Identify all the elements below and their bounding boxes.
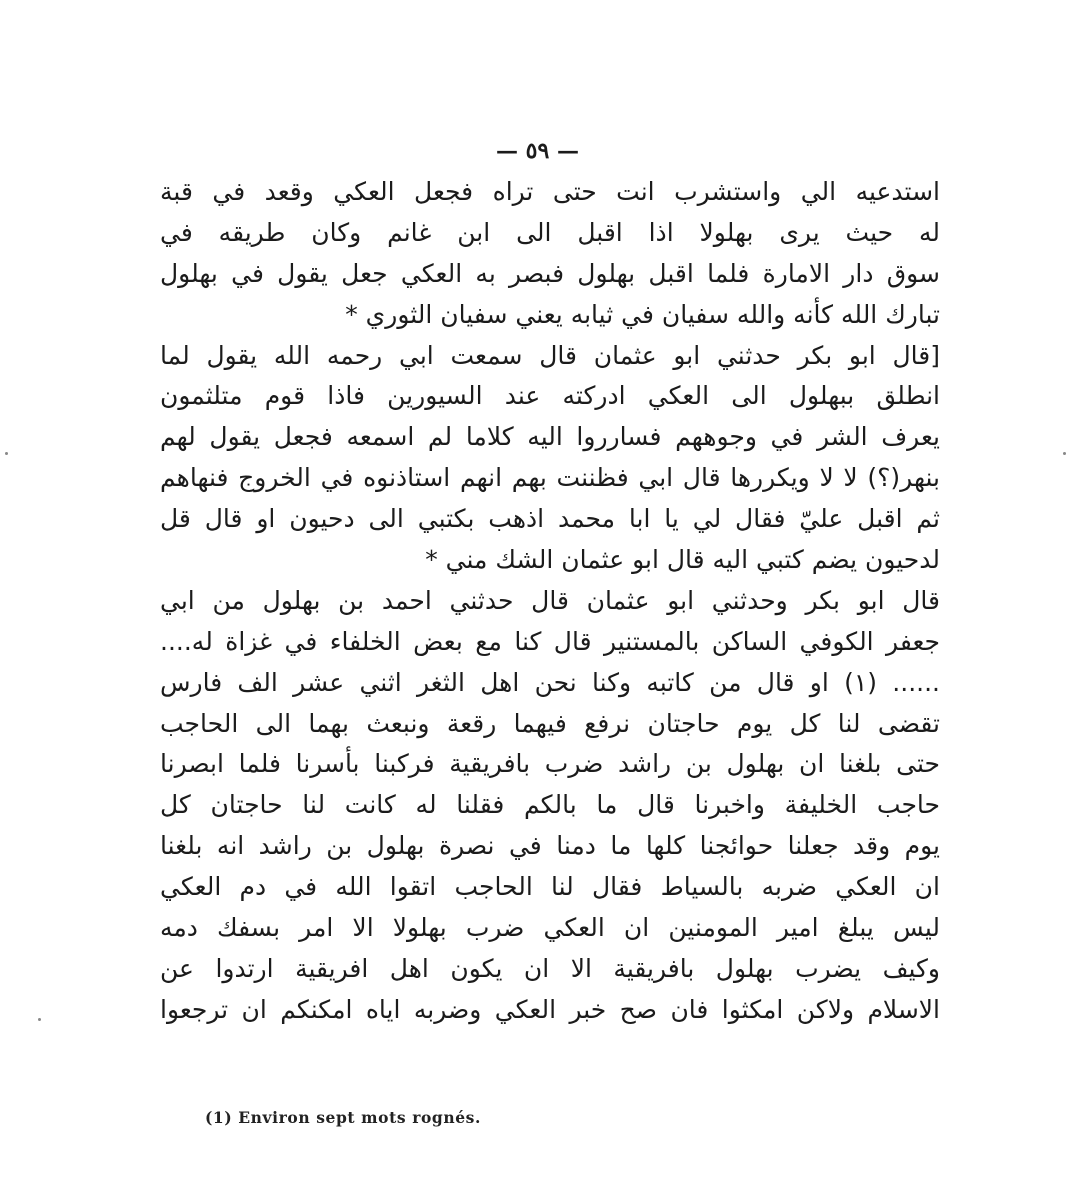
scan-speck: [5, 452, 8, 455]
text-line-11: قال ابو بكر وحدثني ابو عثمان قال حدثني احمد بن بهلول من ابي: [160, 585, 940, 615]
text-line-20: وكيف يضرب بهلول بافريقية الا ان يكون اهل افريقية ارتدوا عن: [160, 953, 940, 983]
text-line-3: سوق دار الامارة فلما اقبل بهلول فبصر به العكي جعل يقول في بهلول: [160, 258, 940, 288]
text-line-17: يوم وقد جعلنا حوائجنا كلها ما دمنا في نصرة بهلول بن راشد انه بلغنا: [160, 831, 940, 861]
text-line-16: حاجب الخليفة واخبرنا قال ما بالكم فقلنا له كانت لنا حاجتان كل: [160, 790, 940, 820]
text-line-6: انطلق ببهلول الى العكي ادركته عند السيورين فاذا قوم متلثمون: [160, 381, 940, 411]
text-line-5: [قال ابو بكر حدثني ابو عثمان قال سمعت ابي رحمه الله يقول لما: [160, 340, 940, 370]
text-line-15: حتى بلغنا ان بهلول بن راشد ضرب بافريقية فركبنا بأسرنا فلما ابصرنا: [160, 749, 940, 779]
text-line-2: له حيث يرى بهلولا اذا اقبل الى ابن غانم وكان طريقه في: [160, 217, 940, 247]
footnote: (1) Environ sept mots rognés.: [205, 1108, 481, 1127]
scan-speck: [38, 1018, 41, 1021]
page-number: — ٥٩ —: [496, 138, 579, 164]
scan-speck: [1063, 452, 1066, 455]
text-line-19: ليس يبلغ امير المومنين ان العكي ضرب بهلولا الا امر بسفك دمه: [160, 913, 940, 943]
text-line-12: جعفر الكوفي الساكن بالمستنير قال كنا مع بعض الخلفاء في غزاة له....: [160, 626, 940, 656]
text-line-9: ثم اقبل عليّ فقال لي يا ابا محمد اذهب بكتبي الى دحيون او قال قل: [160, 504, 940, 534]
text-line-1: استدعيه الي واستشرب انت حتى تراه فجعل العكي وقعد في قبة: [160, 177, 940, 206]
text-line-21: الاسلام ولاكن امكثوا فان صح خبر العكي وضربه اياه امكنكم ان ترجعوا: [160, 994, 940, 1024]
arabic-text-block: [160, 172, 940, 1031]
text-line-10: لدحيون يضم كتبي اليه قال ابو عثمان الشك مني *: [425, 545, 940, 575]
text-line-8: بنهر(؟) لا لا ويكررها قال ابي فظننت بهم انهم استاذنوه في الخروج فنهاهم: [160, 463, 940, 493]
text-line-7: يعرف الشر في وجوههم فسارروا اليه كلاما لم اسمعه فجعل يقول لهم: [160, 422, 940, 452]
text-line-13: ...... (١) او قال من كاتبه وكنا نحن اهل الثغر اثني عشر الف فارس: [160, 667, 940, 697]
text-line-14: تقضى لنا كل يوم حاجتان نرفع فيهما رقعة ونبعث بهما الى الحاجب: [160, 708, 940, 738]
text-line-18: ان العكي ضربه بالسياط فقال لنا الحاجب اتقوا الله في دم العكي: [160, 872, 940, 902]
text-line-4: تبارك الله كأنه والله سفيان في ثيابه يعني سفيان الثوري *: [345, 299, 940, 329]
